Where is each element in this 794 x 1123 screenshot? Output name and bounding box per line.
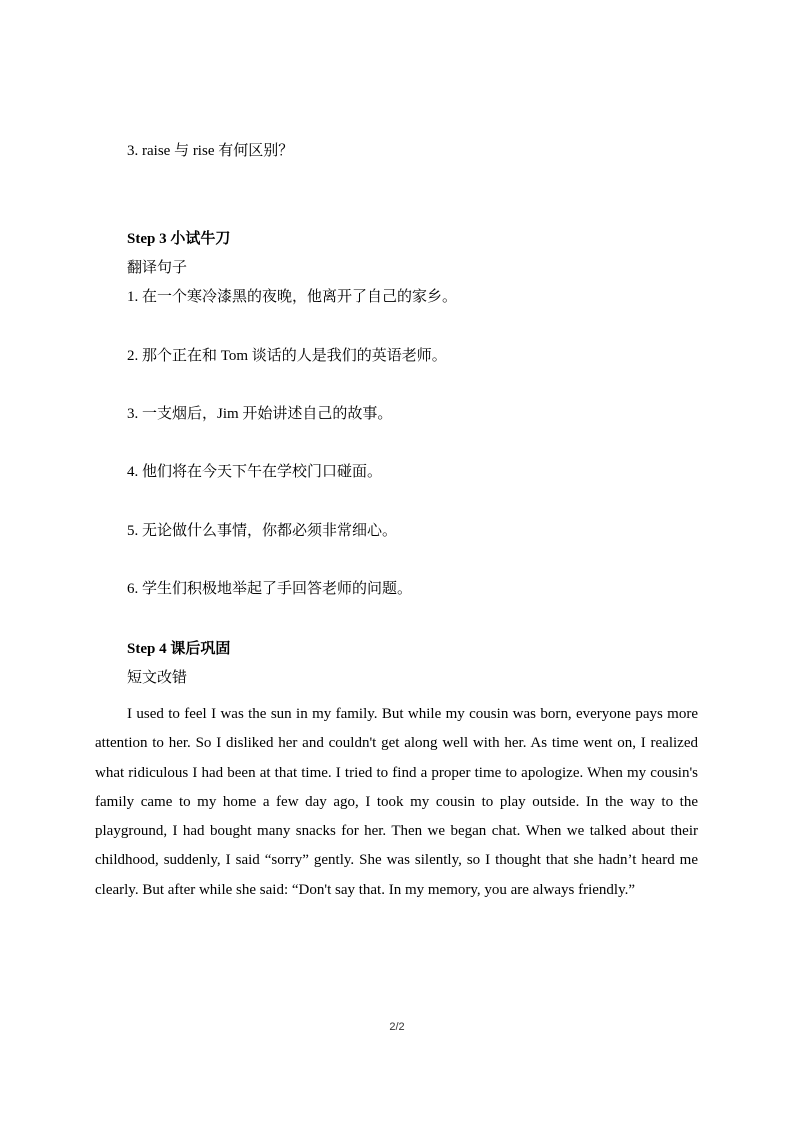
step4-heading: Step 4 课后巩固 <box>127 641 231 657</box>
step4-subtitle: 短文改错 <box>127 670 188 686</box>
step3-subtitle: 翻译句子 <box>127 260 188 276</box>
translation-sentence-2: 2. 那个正在和 Tom 谈话的人是我们的英语老师。 <box>127 348 447 364</box>
translation-sentence-3: 3. 一支烟后，Jim 开始讲述自己的故事。 <box>127 406 393 422</box>
page-number: 2/2 <box>389 1021 405 1033</box>
step3-heading: Step 3 小试牛刀 <box>127 231 231 247</box>
translation-sentence-5: 5. 无论做什么事情，你都必须非常细心。 <box>127 523 398 539</box>
translation-sentence-4: 4. 他们将在今天下午在学校门口碰面。 <box>127 464 383 480</box>
translation-sentence-6: 6. 学生们积极地举起了手回答老师的问题。 <box>127 581 413 597</box>
question-3: 3. raise 与 rise 有何区别？ <box>127 143 294 159</box>
error-correction-passage: I used to feel I was the sun in my family. But while my cousin was born, everyone pays more attention to her. So I disliked her and couldn't get along well with her. As time went on, I realized what ridiculous I had been at that time. I tried to find a proper time to apologize. When my cousin's family came to my home a few day ago, I took my cousin to play outside. In the way to the playground, I had bought many snacks for her. Then we began chat. When we talked about their childhood, suddenly, I said “sorry” gently. She was silently, so I thought that she hadn’t heard me clearly. But after while she said: “Don't say that. In my memory, you are always friendly.” <box>95 706 698 898</box>
translation-sentence-1: 1. 在一个寒冷漆黑的夜晚，他离开了自己的家乡。 <box>127 289 458 305</box>
